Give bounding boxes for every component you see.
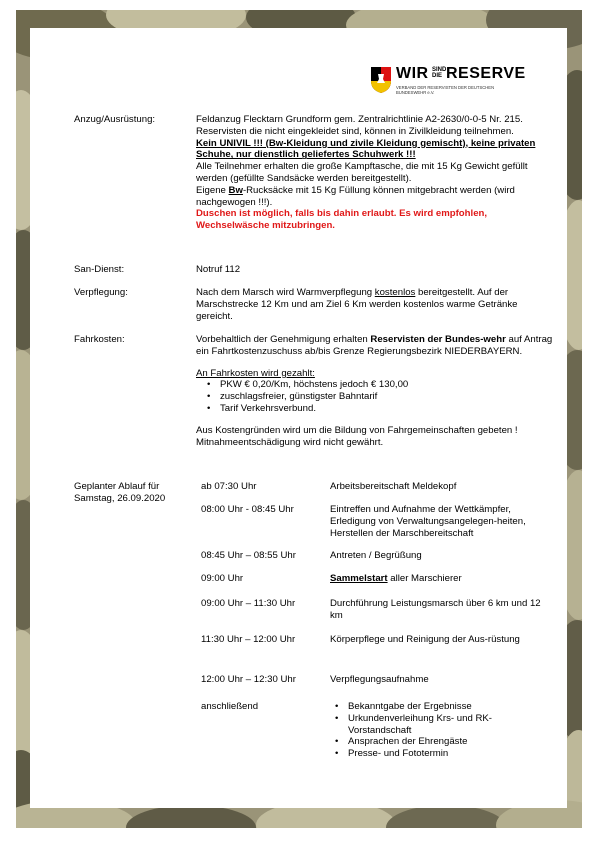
schedule-activity <box>330 504 550 539</box>
fahrkosten-content <box>196 334 556 448</box>
schedule-activity <box>330 550 550 562</box>
verpflegung-b: bereitgestellt. Auf der Marschstrecke 12 Km und am Ziel 6 Km werden kostenlos warme Getränke gereicht. <box>196 287 518 322</box>
schedule-activity <box>330 481 550 493</box>
san-value: Notruf 112 <box>196 264 241 275</box>
schedule-time: 09:00 Uhr – 11:30 Uhr <box>201 598 296 609</box>
list-item: • Urkundenverleihung Krs- und RK-Vorstandschaft <box>330 713 550 737</box>
schedule-activity-text: Körperpflege und Reinigung der Aus-rüstung <box>330 634 520 645</box>
anzug-p3: Alle Teilnehmer erhalten die große Kampftasche, die mit 15 Kg Gewicht gefüllt werden (gefüllte Sandsäcke werden bereitgestellt). <box>196 161 528 184</box>
logo-wir: WIR <box>396 65 429 82</box>
schedule-time: 12:00 Uhr – 12:30 Uhr <box>201 674 296 685</box>
schedule-time: 11:30 Uhr – 12:00 Uhr <box>201 634 296 645</box>
schedule-activity <box>330 598 550 622</box>
logo-reserve: RESERVE <box>446 65 526 82</box>
schedule-activity <box>330 634 550 646</box>
ablauf-label-1: Geplanter Ablauf für <box>74 481 160 492</box>
verpflegung-content <box>196 287 556 322</box>
verpflegung-kostenlos: kostenlos <box>374 287 416 298</box>
anzug-p4-a: Eigene <box>196 184 229 196</box>
fahrkosten-bold: Reservisten der Bundes-wehr <box>370 334 506 345</box>
anzug-p4-b: -Rucksäcke mit 15 Kg Füllung können mitgebracht werden (wird nachgewogen !!!). <box>196 184 515 208</box>
schedule-time: 08:00 Uhr - 08:45 Uhr <box>201 504 294 515</box>
list-item: • PKW € 0,20/Km, höchstens jedoch € 130,00 <box>202 379 556 391</box>
schedule-time: 09:00 Uhr <box>201 573 244 584</box>
fahrkosten-label: Fahrkosten: <box>74 334 125 345</box>
schedule-activity-text: Durchführung Leistungsmarsch über 6 km und 12 km <box>330 598 541 621</box>
schedule-activity-text: Eintreffen und Aufnahme der Wettkämpfer, Erledigung von Verwaltungsangelegen-heiten, Herstellen der Marschbereitschaft <box>330 504 526 539</box>
list-item: • Ansprachen der Ehrengäste <box>330 736 550 748</box>
reserve-logo <box>370 66 530 100</box>
schedule-time: 08:45 Uhr – 08:55 Uhr <box>201 550 296 561</box>
anzug-content <box>196 114 556 232</box>
schedule-time: ab 07:30 Uhr <box>201 481 257 492</box>
logo-sind-die: SIND DIE <box>432 67 447 79</box>
anzug-p5: Duschen ist möglich, falls bis dahin erlaubt. Es wird empfohlen, Wechselwäsche mitzubringen. <box>196 208 488 232</box>
list-item: • Bekanntgabe der Ergebnisse <box>330 701 550 713</box>
schedule-activity-text: Antreten / Begrüßung <box>330 550 422 561</box>
anzug-p2: Kein UNIVIL !!! (Bw-Kleidung und zivile Kleidung gemischt), keine privaten Schuhe, nur dienstlich geliefertes Schuhwerk !!! <box>196 137 536 161</box>
schedule-activity-text: Arbeitsbereitschaft Meldekopf <box>330 481 457 492</box>
schedule-activity-text: aller Marschierer <box>387 573 462 584</box>
fahrkosten-a: Vorbehaltlich der Genehmigung erhalten <box>196 334 371 345</box>
sammelstart-text: Sammelstart <box>330 573 388 584</box>
eagle-shield-icon <box>370 66 392 94</box>
list-item: • zuschlagsfreier, günstigster Bahntarif <box>202 391 556 403</box>
san-label: San-Dienst: <box>74 264 125 275</box>
closing-list <box>330 701 550 760</box>
fahrkosten-b: auf Antrag ein Fahrtkostenzuschuss ab/bis Grenze Regierungsbezirk NIEDERBAYERN. <box>196 334 553 357</box>
ablauf-label <box>74 481 165 505</box>
verpflegung-label: Verpflegung: <box>74 287 128 298</box>
list-item: • Tarif Verkehrsverbund. <box>202 403 556 415</box>
anzug-p1: Feldanzug Flecktarn Grundform gem. Zentralrichtlinie A2-2630/0-0-5 Nr. 215. Reservisten die nicht eingekleidet sind, können in Zivilkleidung teilnehmen. <box>196 114 523 137</box>
verpflegung-a: Nach dem Marsch wird Warmverpflegung <box>196 287 375 298</box>
schedule-activity <box>330 701 550 760</box>
schedule-activity-text: Verpflegungsaufnahme <box>330 674 429 685</box>
fahrkosten-gezahlt: An Fahrkosten wird gezahlt: <box>196 367 315 379</box>
anzug-p4 <box>196 185 556 209</box>
anzug-p4-bw: Bw <box>228 184 243 196</box>
list-item: • Presse- und Fototermin <box>330 748 550 760</box>
schedule-activity <box>330 674 550 686</box>
logo-verband: VERBAND DER RESERVISTEN DER DEUTSCHEN BUNDESWEHR e.V. <box>396 85 495 95</box>
schedule-time: anschließend <box>201 701 259 712</box>
ablauf-label-2: Samstag, 26.09.2020 <box>74 492 166 504</box>
fahrkosten-note: Aus Kostengründen wird um die Bildung von Fahrgemeinschaften gebeten ! Mitnahmeentschädigung wird nicht gewährt. <box>196 424 518 448</box>
schedule-activity <box>330 573 550 585</box>
fahrkosten-list <box>202 379 556 414</box>
anzug-label: Anzug/Ausrüstung: <box>74 114 156 125</box>
